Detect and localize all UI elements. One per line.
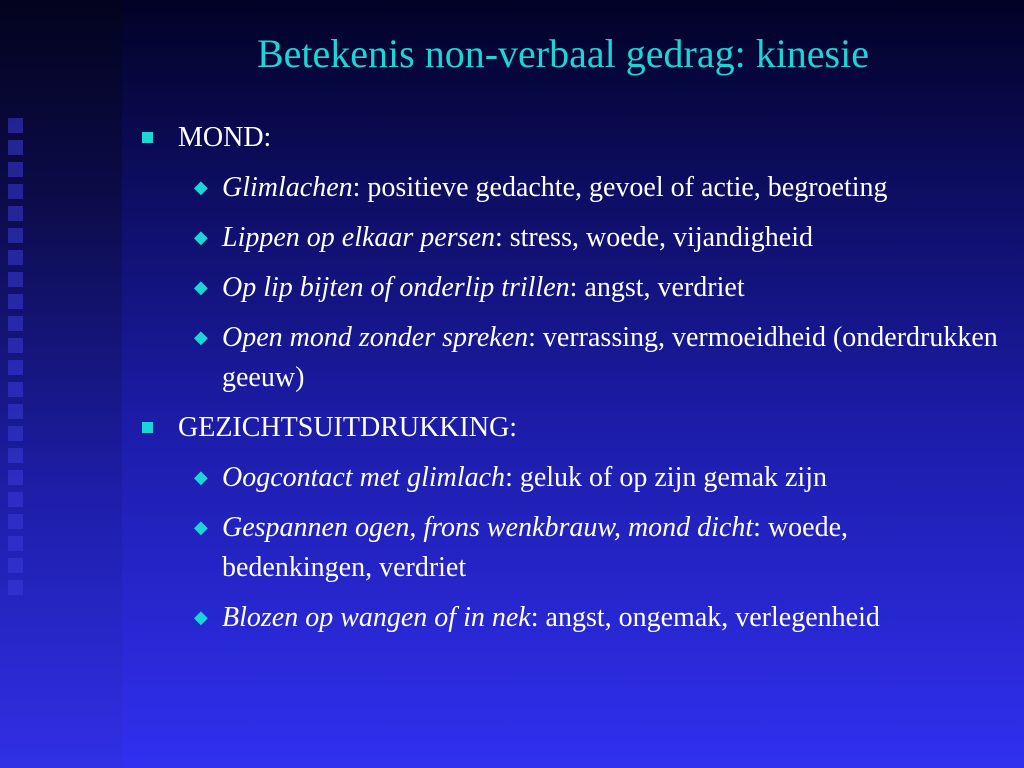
list-item (140, 268, 1000, 308)
decorative-square (8, 184, 23, 199)
decorative-square (8, 250, 23, 265)
list-item (140, 318, 1000, 398)
decorative-square (8, 514, 23, 529)
item-term: Open mond zonder spreken (222, 322, 529, 353)
decorative-square (8, 338, 23, 353)
item-term: Gespannen ogen, frons wenkbrauw, mond dicht (222, 512, 754, 543)
decorative-square (8, 448, 23, 463)
diamond-bullet-icon: ◆ (194, 327, 208, 348)
decorative-square (8, 316, 23, 331)
decorative-square (8, 228, 23, 243)
section-label: GEZICHTSUITDRUKKING: (178, 412, 518, 443)
decorative-square (8, 272, 23, 287)
diamond-bullet-icon: ◆ (194, 517, 208, 538)
decorative-square (8, 118, 23, 133)
diamond-bullet-icon: ◆ (194, 467, 208, 488)
decorative-square (8, 492, 23, 507)
item-term: Glimlachen (222, 172, 353, 203)
item-description: : verrassing, vermoeidheid (onderdrukken geeuw) (222, 322, 998, 393)
decorative-square (8, 536, 23, 551)
list-item (140, 458, 1000, 498)
square-bullet-icon (142, 132, 153, 143)
section-heading-gezichtsuitdrukking (140, 408, 1000, 448)
decorative-square (8, 404, 23, 419)
item-description: : woede, bedenkingen, verdriet (222, 512, 849, 583)
item-term: Lippen op elkaar persen (222, 222, 495, 253)
decorative-square (8, 140, 23, 155)
item-description: : angst, verdriet (569, 272, 745, 303)
item-description: : positieve gedachte, gevoel of actie, begroeting (352, 172, 888, 203)
decorative-square (8, 294, 23, 309)
decorative-square (8, 470, 23, 485)
section-label: MOND: (178, 122, 272, 153)
decorative-square (8, 382, 23, 397)
item-term: Oogcontact met glimlach (222, 462, 506, 493)
slide-content (140, 118, 1000, 648)
item-term: Blozen op wangen of in nek (222, 602, 531, 633)
decorative-square (8, 426, 23, 441)
diamond-bullet-icon: ◆ (194, 607, 208, 628)
list-item (140, 508, 1000, 588)
slide-title: Betekenis non-verbaal gedrag: kinesie (257, 31, 869, 76)
decorative-sidebar (0, 0, 122, 768)
diamond-bullet-icon: ◆ (194, 277, 208, 298)
list-item (140, 598, 1000, 638)
square-bullet-icon (142, 422, 153, 433)
item-term: Op lip bijten of onderlip trillen (222, 272, 570, 303)
decorative-square (8, 360, 23, 375)
item-description: : angst, ongemak, verlegenheid (530, 602, 880, 633)
decorative-square (8, 580, 23, 595)
item-description: : geluk of op zijn gemak zijn (505, 462, 827, 493)
diamond-bullet-icon: ◆ (194, 177, 208, 198)
section-heading-mond (140, 118, 1000, 158)
diamond-bullet-icon: ◆ (194, 227, 208, 248)
decorative-square (8, 162, 23, 177)
item-description: : stress, woede, vijandigheid (494, 222, 814, 253)
decorative-square-column (8, 118, 28, 595)
list-item (140, 168, 1000, 208)
decorative-square (8, 206, 23, 221)
list-item (140, 218, 1000, 258)
decorative-square (8, 558, 23, 573)
